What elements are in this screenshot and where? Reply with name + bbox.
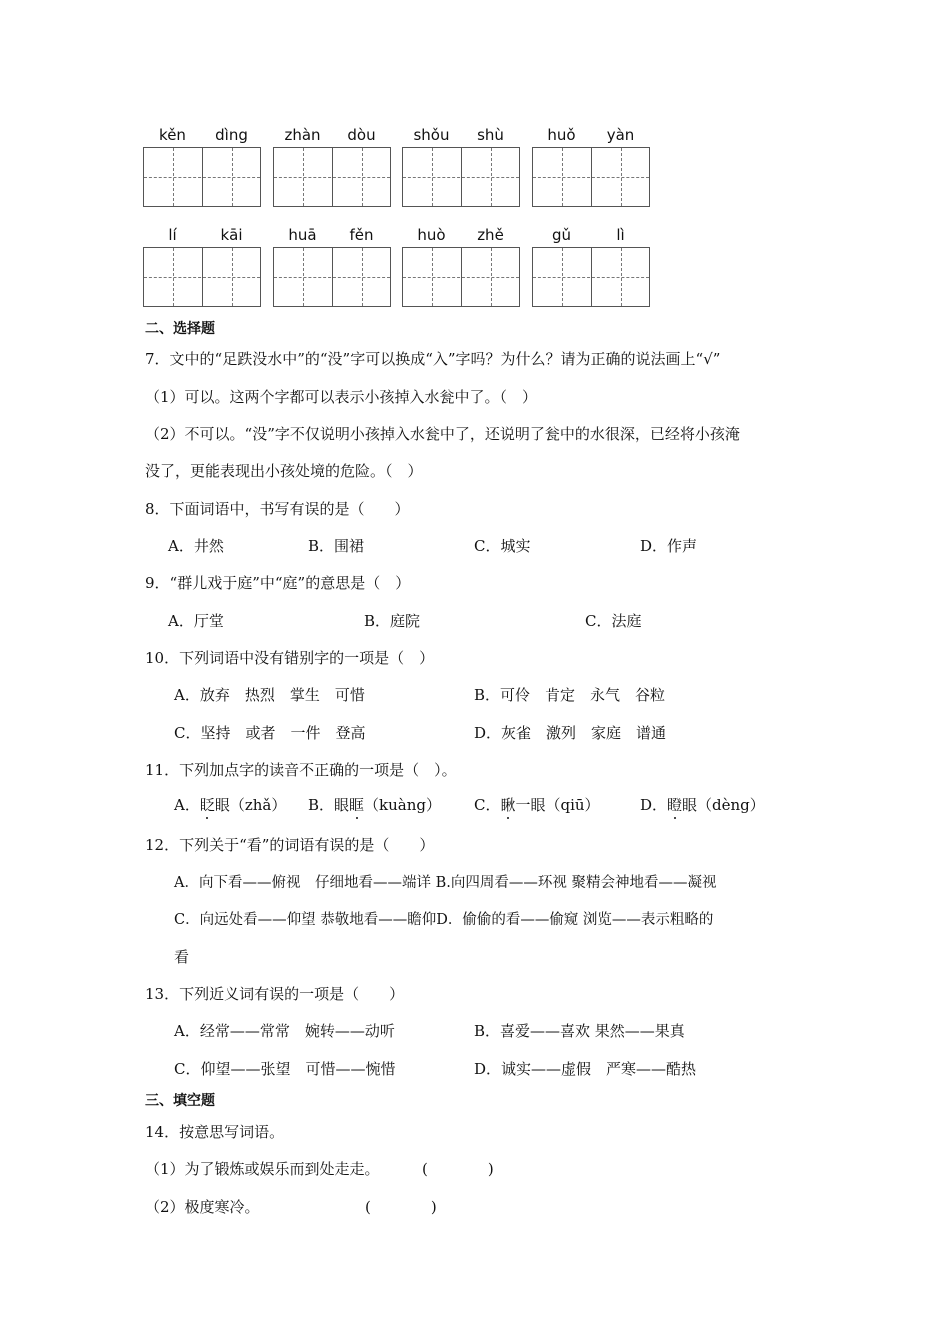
q11-option-c[interactable]	[474, 794, 600, 815]
q13-option-d[interactable]: D．诚实——虚假 严寒——酷热	[474, 1060, 697, 1078]
pinyin-label: gǔ	[551, 226, 572, 244]
q14-item-2: （2）极度寒冷。	[145, 1198, 260, 1216]
pinyin-label: zhàn	[284, 126, 321, 144]
option-prefix: D．	[640, 796, 668, 814]
q12-options-cd-cont: 看	[174, 948, 190, 966]
q7-option-1[interactable]: （1）可以。这两个字都可以表示小孩掉入水瓮中了。（ ）	[145, 388, 538, 406]
q11-option-b[interactable]	[308, 794, 441, 815]
writing-grid[interactable]	[273, 147, 391, 207]
q10-option-d[interactable]: D．灰雀 激列 家庭 谱通	[474, 724, 667, 742]
question-13: 13．下列近义词有误的一项是（ ）	[145, 985, 405, 1003]
pinyin-label: zhě	[477, 226, 504, 244]
q10-option-c[interactable]: C．坚持 或者 一件 登高	[174, 724, 366, 742]
option-rest: （kuàng）	[364, 796, 442, 814]
q10-option-b[interactable]: B．可伶 肯定 永气 谷粒	[474, 686, 666, 704]
question-14: 14．按意思写词语。	[145, 1123, 285, 1141]
pinyin-label: fěn	[349, 226, 374, 244]
writing-grid[interactable]	[402, 247, 520, 307]
q9-option-c[interactable]: C．法庭	[585, 612, 642, 630]
q7-option-2[interactable]: （2）不可以。“没”字不仅说明小孩掉入水瓮中了，还说明了瓮中的水很深，已经将小孩淹	[145, 425, 740, 443]
q11-option-d[interactable]	[640, 794, 765, 815]
question-10: 10．下列词语中没有错别字的一项是（ ）	[145, 649, 435, 667]
pinyin-label: kāi	[220, 226, 243, 244]
pinyin-label: shù	[477, 126, 504, 144]
q13-option-c[interactable]: C．仰望——张望 可惜——惋惜	[174, 1060, 396, 1078]
pinyin-label: kěn	[159, 126, 186, 144]
writing-grid[interactable]	[273, 247, 391, 307]
writing-grid[interactable]	[532, 147, 650, 207]
q8-option-b[interactable]: B．围裙	[308, 537, 365, 555]
writing-grid[interactable]	[402, 147, 520, 207]
section-heading: 三、填空题	[145, 1093, 215, 1109]
q7-option-2-cont: 没了，更能表现出小孩处境的危险。（ ）	[145, 462, 423, 480]
pinyin-label: shǒu	[413, 126, 450, 144]
pinyin-label: dìng	[215, 126, 248, 144]
q8-option-d[interactable]: D．作声	[640, 537, 698, 555]
q14-blank-1[interactable]: ( )	[422, 1160, 494, 1178]
q8-option-a[interactable]: A．井然	[168, 537, 224, 555]
option-prefix: C．	[474, 796, 501, 814]
option-prefix: A．	[174, 796, 200, 814]
q13-option-b[interactable]: B．喜爱——喜欢 果然——果真	[474, 1022, 685, 1040]
q10-option-a[interactable]: A．放弃 热烈 掌生 可惜	[174, 686, 365, 704]
pinyin-label: lì	[616, 226, 625, 244]
option-rest: 一眼（qiū）	[515, 796, 600, 814]
question-12: 12．下列关于“看”的词语有误的是（ ）	[145, 836, 435, 854]
writing-grid[interactable]	[143, 247, 261, 307]
pinyin-label: yàn	[606, 126, 635, 144]
q9-option-a[interactable]: A．厅堂	[168, 612, 224, 630]
question-11: 11．下列加点字的读音不正确的一项是（ ）。	[145, 761, 457, 779]
writing-grid[interactable]	[143, 147, 261, 207]
q13-option-a[interactable]: A．经常——常常 婉转——动听	[174, 1022, 395, 1040]
question-7: 7．文中的“足跌没水中”的“没”字可以换成“入”字吗？为什么？请为正确的说法画上“√”	[145, 350, 721, 368]
q12-options-ab[interactable]: A．向下看——俯视 仔细地看——端详 B.向四周看——环视 聚精会神地看——凝视	[174, 875, 717, 891]
q14-item-1: （1）为了锻炼或娱乐而到处走走。	[145, 1160, 380, 1178]
q12-options-cd[interactable]: C．向远处看——仰望 恭敬地看——瞻仰D．偷偷的看——偷窥 浏览——表示粗略的	[174, 912, 714, 928]
writing-grid[interactable]	[532, 247, 650, 307]
dotted-char: 瞪	[667, 796, 683, 814]
q11-option-a[interactable]	[174, 794, 286, 815]
option-prefix: B．眼	[308, 796, 350, 814]
section-heading: 二、选择题	[145, 321, 215, 337]
option-rest: 眼（dèng）	[682, 796, 765, 814]
dotted-char: 瞅	[500, 796, 516, 814]
q14-blank-2[interactable]: ( )	[365, 1198, 437, 1216]
dotted-char: 眶	[349, 796, 365, 814]
pinyin-label: dòu	[347, 126, 376, 144]
question-8: 8．下面词语中，书写有误的是（ ）	[145, 500, 410, 518]
pinyin-label: huā	[288, 226, 317, 244]
pinyin-label: huǒ	[547, 126, 576, 144]
q9-option-b[interactable]: B．庭院	[364, 612, 421, 630]
q8-option-c[interactable]: C．城实	[474, 537, 531, 555]
pinyin-label: lí	[168, 226, 177, 244]
question-9: 9．“群儿戏于庭”中“庭”的意思是（ ）	[145, 574, 411, 592]
dotted-char: 眨	[199, 796, 215, 814]
pinyin-label: huò	[417, 226, 446, 244]
option-rest: 眼（zhǎ）	[214, 796, 287, 814]
